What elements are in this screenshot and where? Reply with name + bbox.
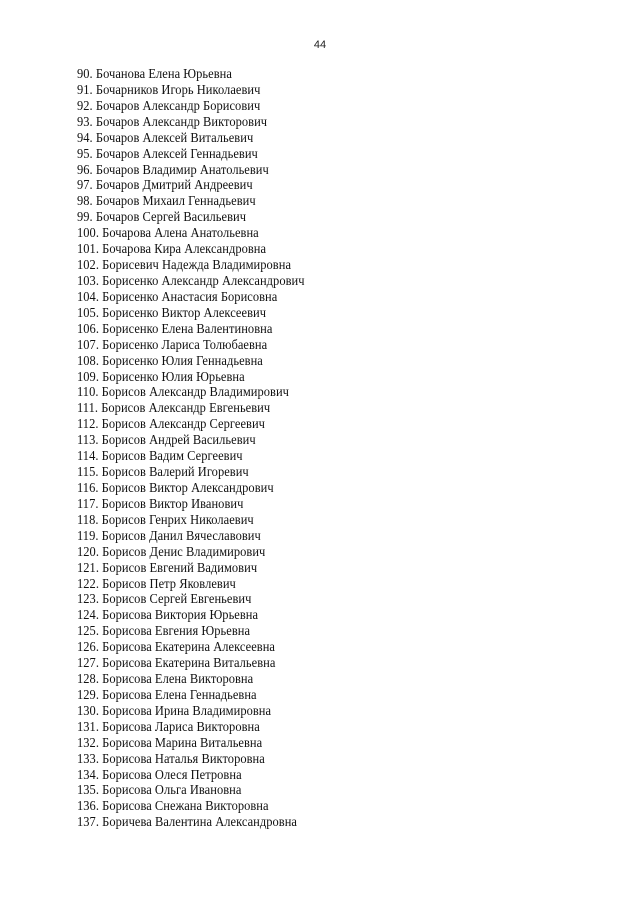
list-item: 95. Бочаров Алексей Геннадьевич [77, 145, 258, 161]
list-item: 111. Борисов Александр Евгеньевич [77, 400, 271, 416]
list-item: 124. Борисова Виктория Юрьевна [77, 607, 259, 623]
list-item: 96. Бочаров Владимир Анатольевич [77, 161, 269, 177]
list-item: 113. Борисов Андрей Васильевич [77, 432, 256, 448]
list-item: 100. Бочарова Алена Анатольевна [77, 225, 259, 241]
list-item: 119. Борисов Данил Вячеславович [77, 527, 261, 543]
list-item: 109. Борисенко Юлия Юрьевна [77, 368, 245, 384]
page-number: 44 [313, 39, 327, 51]
list-item: 129. Борисова Елена Геннадьевна [77, 686, 257, 702]
list-item: 90. Бочанова Елена Юрьевна [77, 66, 232, 81]
list-item: 99. Бочаров Сергей Васильевич [77, 209, 247, 225]
list-item: 104. Борисенко Анастасия Борисовна [77, 288, 278, 304]
list-item: 105. Борисенко Виктор Алексеевич [77, 304, 267, 320]
list-item: 94. Бочаров Алексей Витальевич [77, 129, 254, 145]
list-item: 121. Борисов Евгений Вадимович [77, 559, 258, 575]
list-item: 97. Бочаров Дмитрий Андреевич [77, 177, 253, 193]
list-item: 131. Борисова Лариса Викторовна [77, 718, 260, 734]
list-item: 136. Борисова Снежана Викторовна [77, 798, 269, 814]
list-item: 118. Борисов Генрих Николаевич [77, 511, 254, 527]
list-item: 110. Борисов Александр Владимирович [77, 384, 289, 400]
list-item: 123. Борисов Сергей Евгеньевич [77, 591, 252, 607]
list-item: 137. Боричева Валентина Александровна [77, 814, 298, 830]
name-list [77, 66, 322, 830]
list-item: 107. Борисенко Лариса Толюбаевна [77, 336, 268, 352]
list-item: 125. Борисова Евгения Юрьевна [77, 623, 251, 639]
list-item: 130. Борисова Ирина Владимировна [77, 702, 272, 718]
list-item: 116. Борисов Виктор Александрович [77, 479, 274, 495]
list-item: 127. Борисова Екатерина Витальевна [77, 655, 276, 671]
list-item: 93. Бочаров Александр Викторович [77, 113, 268, 129]
list-item: 132. Борисова Марина Витальевна [77, 734, 263, 750]
list-item: 106. Борисенко Елена Валентиновна [77, 320, 273, 336]
list-item: 112. Борисов Александр Сергеевич [77, 416, 265, 432]
list-item: 92. Бочаров Александр Борисович [77, 97, 261, 113]
list-item: 128. Борисова Елена Викторовна [77, 671, 254, 687]
list-item: 101. Бочарова Кира Александровна [77, 241, 267, 257]
list-item: 115. Борисов Валерий Игоревич [77, 464, 249, 480]
list-item: 133. Борисова Наталья Викторовна [77, 750, 265, 766]
list-item: 135. Борисова Ольга Ивановна [77, 782, 242, 798]
list-item: 126. Борисова Екатерина Алексеевна [77, 639, 275, 655]
list-item: 114. Борисов Вадим Сергеевич [77, 448, 243, 464]
list-item: 117. Борисов Виктор Иванович [77, 495, 244, 511]
list-item: 103. Борисенко Александр Александрович [77, 272, 305, 288]
list-item: 102. Борисевич Надежда Владимировна [77, 257, 292, 273]
list-item: 134. Борисова Олеся Петровна [77, 766, 242, 782]
list-item: 98. Бочаров Михаил Геннадьевич [77, 193, 256, 209]
list-item: 120. Борисов Денис Владимирович [77, 543, 266, 559]
list-item: 122. Борисов Петр Яковлевич [77, 575, 236, 591]
list-item: 91. Бочарников Игорь Николаевич [77, 81, 261, 97]
list-item: 108. Борисенко Юлия Геннадьевна [77, 352, 263, 368]
